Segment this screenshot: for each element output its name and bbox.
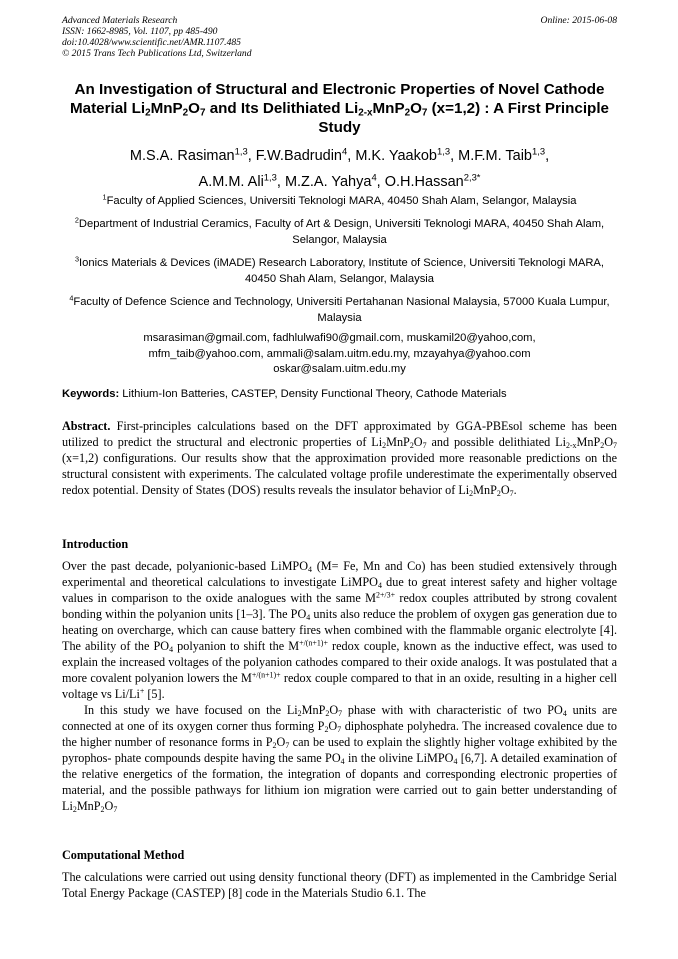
paragraph: In this study we have focused on the $Li_2MnP_2O_7$ phase with with characteristic of two $PO_4$ units are connected at one of its oxygen corner thus forming $P_2O_7$ diphosphate polyhedra. The increased covalence due to the higher number of resonance forms in $P_2O_7$ can be used to explain the slightly higher voltage exhibited by the pyrophos- phate compounds despite having the same $PO_4$ in the olivine LiMPO$_4$ [6,7]. A detailed examination of the relative energetics of the formation, the integration of dopants and corresponding electronic properties of material, and the possible pathways for lithium ion migration were carried out to gain better understanding of $Li_2MnP_2O_7$	[62, 703, 617, 814]
keywords: Keywords: Lithium-Ion Batteries, CASTEP, Density Functional Theory, Cathode Materials	[62, 388, 507, 400]
paragraph: Over the past decade, polyanionic-based LiMPO$_4$ (M= Fe, Mn and Co) has been studied extensively through experimental and theoretical calculations to investigate LiMPO$_4$ due to great interest safety and higher voltage values in comparison to the oxide analogues with the same $M^{2+/3+}$ redox couples attributed by strong covalent bonding within the polyanion units [1–3]. The $PO_4$ units also reduce the problem of oxygen gas generation due to heating on overcharge, which can cause battery fires when combined with the flammable organic electrolyte [4]. The ability of the $PO_4$ polyanion to shift the $M^{+/(n+1)+}$ redox couple, known as the inductive effect, was used to explain the increased voltages of the polyanion cathodes compared to their oxide analogs. It was postulated that a more covalent polyanion lowers the $M^{+/(n+1)+}$ redox couple compared to that in an oxide, resulting in a higher cell voltage vs Li/Li+ [5].	[62, 559, 617, 701]
author: A.M.M. Ali	[198, 174, 264, 190]
journal-name: Advanced Materials Research	[62, 15, 178, 26]
affiliation: $^2$Department of Industrial Ceramics, Faculty of Art & Design, Universiti Teknologi MARA, 40450 Shah Alam, Selangor, Malaysia	[74, 215, 605, 246]
author: M.K. Yaakob	[355, 148, 437, 164]
author: M.S.A. Rasiman	[129, 148, 235, 164]
journal-header	[62, 15, 617, 59]
affiliations	[62, 193, 617, 378]
online-date: Online: 2015-06-08	[540, 15, 617, 26]
paper-title: An Investigation of Structural and Electronic Properties of Novel Cathode Material $Li_2MnP_2O_7$ and Its Delithiated $Li_{2-x}MnP_2O_7$ (x=1,2) : A First Principle Study	[69, 81, 610, 136]
affiliation: $^3$Ionics Materials & Devices (iMADE) Research Laboratory, Institute of Science, Universiti Teknologi MARA, 40450 Shah Alam, Selangor, Malaysia	[74, 254, 605, 285]
section-heading-computational-method: Computational Method	[62, 848, 185, 862]
abstract: Abstract. First-principles calculations based on the DFT approximated by GGA-PBEsol scheme has been utilized to predict the structural and electronic properties of $Li_2MnP_2O_7$ and possible delithiated $Li_{2-x}MnP_2O_7$ (x=1,2) configurations. Our results show that the approximation provided more reasonable predictions on the structural consistent with experiments. The calculated voltage profile underestimate the experimentally observed redox potential. Density of States (DOS) results reveals the insulator behavior of $Li_2MnP_2O_7$.	[62, 419, 617, 498]
computational-method-text	[62, 869, 617, 901]
introduction-text	[62, 558, 617, 814]
paragraph: The calculations were carried out using density functional theory (DFT) as implemented in the Cambridge Serial Total Energy Package (CASTEP) [8] code in the Materials Studio 6.1. The	[62, 870, 617, 900]
abstract-label: Abstract.	[62, 419, 111, 433]
author: M.Z.A. Yahya	[284, 174, 372, 190]
doi-line: doi:10.4028/www.scientific.net/AMR.1107.485	[62, 37, 241, 48]
email-line: mfm_taib@yahoo.com, ammali@salam.uitm.edu.my, mzayahya@yahoo.com	[148, 347, 531, 360]
affiliation: $^4$Faculty of Defence Science and Technology, Universiti Pertahanan Nasional Malaysia, 57000 Kuala Lumpur, Malaysia	[69, 293, 610, 324]
copyright-line: © 2015 Trans Tech Publications Ltd, Switzerland	[62, 48, 252, 59]
email-line: oskar@salam.uitm.edu.my	[273, 363, 406, 375]
author: M.F.M. Taib	[458, 148, 532, 164]
affiliation: $^1$Faculty of Applied Sciences, Universiti Teknologi MARA, 40450 Shah Alam, Selangor, Malaysia	[102, 192, 577, 207]
author: F.W.Badrudin	[255, 148, 343, 164]
email-line: msarasiman@gmail.com, fadhlulwafi90@gmail.com, muskamil20@yahoo,com,	[143, 332, 536, 344]
author: O.H.Hassan	[384, 174, 464, 190]
issn-line: ISSN: 1662-8985, Vol. 1107, pp 485-490	[62, 26, 218, 37]
author-list: M.S.A. Rasiman$^{1,3}$, F.W.Badrudin$^4$, M.K. Yaakob$^{1,3}$, M.F.M. Taib$^{1,3}$, A.M.M. Ali$^{1,3}$, M.Z.A. Yahya$^4$, O.H.Hassan$^{2,3*}$	[129, 145, 550, 190]
section-heading-introduction: Introduction	[62, 537, 129, 551]
author-emails	[62, 331, 617, 378]
